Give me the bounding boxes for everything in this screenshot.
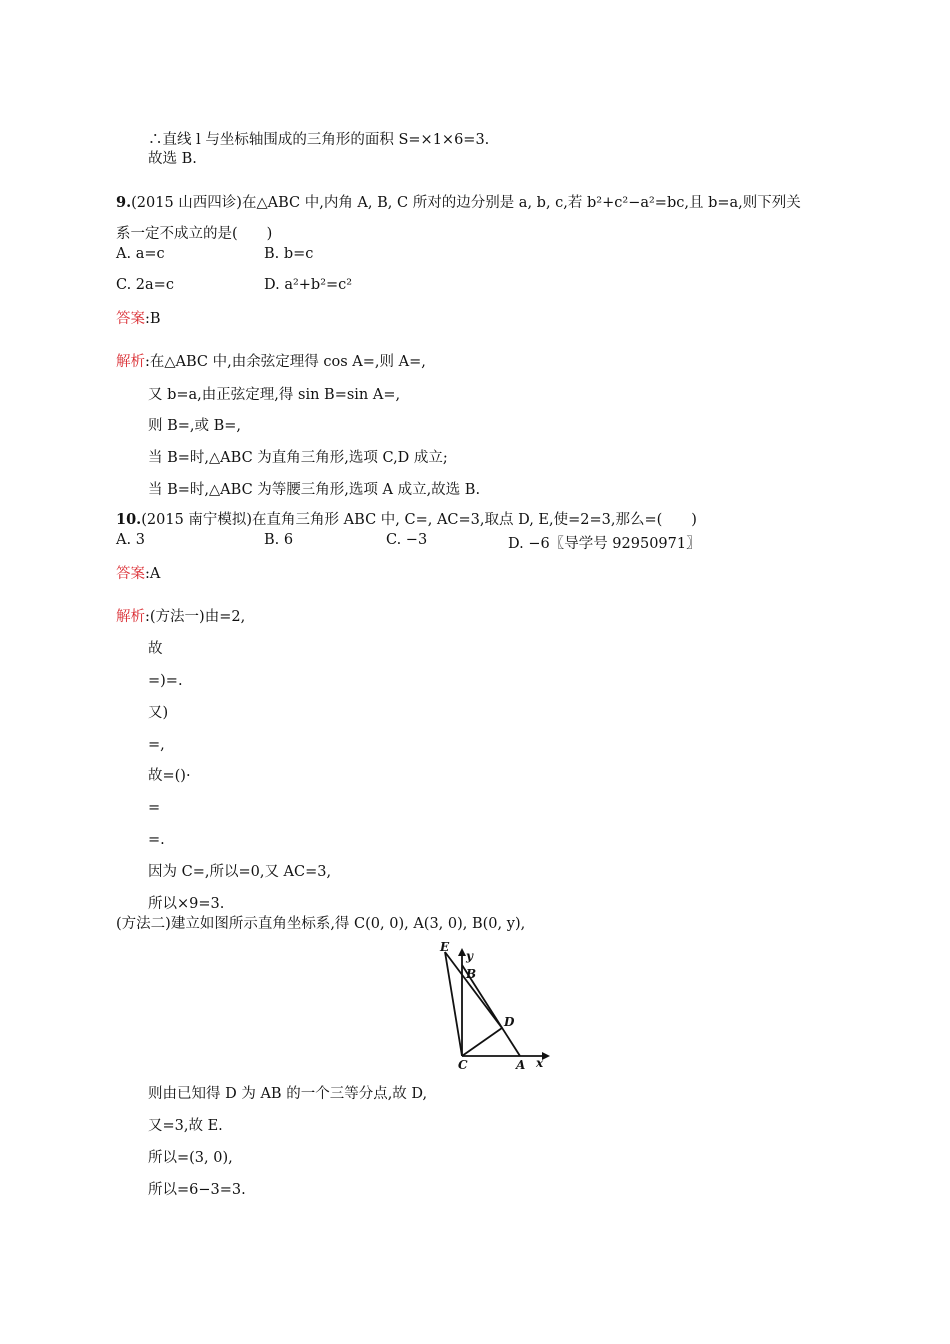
question-number: 10. — [116, 511, 142, 528]
label-x: x — [536, 1056, 544, 1070]
text-line: = — [148, 800, 161, 816]
answer-10 — [116, 564, 160, 584]
text-line: 又=3,故 E. — [148, 1118, 223, 1134]
coordinate-diagram — [430, 940, 560, 1075]
question-number: 9. — [116, 194, 132, 211]
option-d: D. a²+b²=c² — [264, 277, 353, 293]
text-line: 又 b=a,由正弦定理,得 sin B=sin A=, — [148, 387, 401, 403]
segment-cd — [462, 1028, 502, 1056]
x-axis-arrow — [542, 1052, 550, 1060]
text-line: =)=. — [148, 673, 183, 689]
text-line: 当 B=时,△ABC 为等腰三角形,选项 A 成立,故选 B. — [148, 482, 481, 498]
question-10 — [116, 510, 697, 530]
question-9 — [116, 193, 801, 213]
label-d: D — [504, 1015, 515, 1029]
answer-label: 答案 — [116, 566, 145, 582]
label-b: B — [466, 967, 477, 981]
analysis-text: :(方法一)由=2, — [145, 609, 246, 625]
text-line: 所以=(3, 0), — [148, 1150, 233, 1166]
option-a: A. a=c — [116, 246, 165, 262]
label-e: E — [440, 940, 450, 954]
text-line: 故=()· — [148, 768, 191, 784]
text-line: =, — [148, 737, 165, 753]
analysis-text: :在△ABC 中,由余弦定理得 cos A=,则 A=, — [145, 354, 426, 370]
option-b: B. b=c — [264, 246, 314, 262]
analysis-label: 解析 — [116, 609, 145, 625]
analysis-9 — [116, 352, 426, 372]
answer-value: :A — [145, 566, 161, 582]
text-line: (方法二)建立如图所示直角坐标系,得 C(0, 0), A(3, 0), B(0, y), — [116, 916, 526, 932]
text-line: 故 — [148, 641, 163, 657]
option-d: D. −6〖导学号 92950971〗 — [508, 536, 701, 552]
answer-9 — [116, 309, 161, 329]
text-line: 则由已知得 D 为 AB 的一个三等分点,故 D, — [148, 1086, 428, 1102]
text-line: 所以=6−3=3. — [148, 1182, 246, 1198]
label-a: A — [516, 1058, 526, 1072]
answer-value: :B — [145, 311, 161, 327]
segment-ec — [445, 952, 462, 1056]
option-b: B. 6 — [264, 532, 294, 548]
option-a: A. 3 — [116, 532, 145, 548]
text-line: 因为 C=,所以=0,又 AC=3, — [148, 864, 332, 880]
text-line: 所以×9=3. — [148, 896, 225, 912]
label-y: y — [466, 949, 473, 963]
option-c: C. 2a=c — [116, 277, 174, 293]
label-c: C — [458, 1058, 468, 1072]
text-line: =. — [148, 832, 165, 848]
y-axis-arrow — [458, 948, 466, 956]
text-line: 故选 B. — [148, 151, 197, 167]
option-c: C. −3 — [386, 532, 428, 548]
text-line: 则 B=,或 B=, — [148, 418, 242, 434]
question-text: (2015 南宁模拟)在直角三角形 ABC 中, C=, AC=3,取点 D, E,使=2=3,那么=( ) — [141, 512, 697, 528]
question-text: 系一定不成立的是( ) — [116, 226, 273, 242]
analysis-10 — [116, 607, 245, 627]
question-text: (2015 山西四诊)在△ABC 中,内角 A, B, C 所对的边分别是 a, b, c,若 b²+c²−a²=bc,且 b=a,则下列关 — [131, 195, 801, 211]
text-line: ∴直线 l 与坐标轴围成的三角形的面积 S=×1×6=3. — [148, 132, 490, 148]
text-line: 当 B=时,△ABC 为直角三角形,选项 C,D 成立; — [148, 450, 448, 466]
segment-ed — [445, 952, 502, 1028]
answer-label: 答案 — [116, 311, 145, 327]
analysis-label: 解析 — [116, 354, 145, 370]
text-line: 又) — [148, 705, 169, 721]
